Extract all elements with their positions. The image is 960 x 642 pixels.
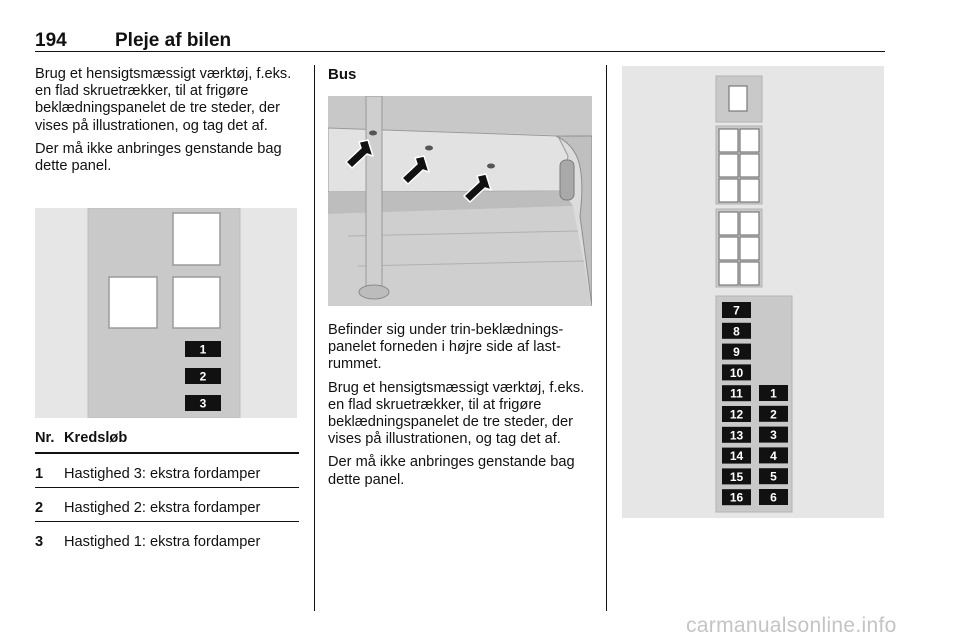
svg-text:9: 9 [733,345,740,360]
column-header-nr: Nr. [35,430,55,446]
watermark: carmanualsonline.info [686,614,897,637]
fuse-table [35,430,299,555]
cargo-area-photo [328,96,592,306]
chapter-title: Pleje af bilen [115,30,232,51]
fuse-3 [185,395,221,411]
fuse-left-16 [722,489,751,505]
svg-text:8: 8 [733,324,740,339]
table-row [35,454,299,488]
svg-text:13: 13 [729,428,744,443]
fuse-left-15 [722,468,751,484]
svg-text:12: 12 [729,407,744,422]
svg-text:1: 1 [199,342,207,357]
column2-paragraph-3: Der må ikke anbringes genstande bag dette panel. [328,454,575,488]
bus-fuse-panel-figure [622,66,884,518]
svg-text:10: 10 [729,365,744,380]
svg-text:2: 2 [770,407,777,422]
column-divider-right [606,65,607,611]
fuse-right-6 [759,489,788,505]
svg-text:2: 2 [199,369,207,384]
svg-text:7: 7 [733,303,740,318]
row-circuit: Hastighed 3: ekstra fordamper [64,466,261,482]
table-row [35,488,299,522]
fuse-right-4 [759,447,788,463]
column-header-circuit: Kredsløb [64,430,128,446]
table-header [35,430,299,454]
page-number: 194 [35,30,67,51]
column-divider-left [314,65,315,611]
fuse-left-14 [722,448,751,464]
svg-text:6: 6 [770,490,777,505]
svg-text:15: 15 [729,469,744,484]
fuse-left-7 [722,302,751,318]
row-circuit: Hastighed 1: ekstra fordamper [64,534,261,550]
table-row [35,522,299,555]
fuse-panel-diagram [35,208,297,418]
fuse-right-3 [759,427,788,443]
svg-text:14: 14 [729,449,744,464]
fuse-left-12 [722,406,751,422]
column1-paragraph-1: Brug et hensigtsmæssigt værktøj, f.eks. en flad skruetrækker, til at frigøre beklædningspanelet de tre steder, der vises på illustrationen, og tag det af. [35,66,292,134]
svg-text:16: 16 [729,490,744,505]
bus-fuse-panel-diagram [622,66,884,518]
fuse-1 [185,341,221,357]
fuse-left-9 [722,344,751,360]
fuse-panel-figure [35,208,297,418]
fuse-left-10 [722,364,751,380]
fuse-right-5 [759,468,788,484]
svg-text:4: 4 [770,448,777,463]
cargo-area-illustration [328,96,592,306]
column2-paragraph-2: Brug et hensigtsmæssigt værktøj, f.eks. en flad skruetrækker, til at frigøre beklædningspanelet de tre steder, der vises på illustrationen, og tag det af. [328,379,585,448]
column2-text [328,322,598,495]
row-number: 2 [35,500,44,516]
column2-paragraph-1: Befinder sig under trin-beklædnings-panelet forneden i højre side af last-rummet. [328,322,564,373]
fuse-left-13 [722,427,751,443]
row-number: 3 [35,534,44,550]
row-number: 1 [35,466,44,482]
fuse-right-1 [759,385,788,401]
fuse-2 [185,368,221,384]
section-heading: Bus [328,66,357,83]
svg-text:3: 3 [770,428,777,443]
svg-text:1: 1 [770,386,777,401]
column1-paragraph-2: Der må ikke anbringes genstande bag dette panel. [35,140,282,175]
column1-text [35,66,305,181]
svg-text:11: 11 [730,386,743,401]
row-circuit: Hastighed 2: ekstra fordamper [64,500,261,516]
fuse-left-11 [722,385,751,401]
svg-text:5: 5 [770,469,777,484]
fuse-right-2 [759,406,788,422]
header-rule [35,51,885,52]
svg-text:3: 3 [199,396,207,411]
fuse-left-8 [722,323,751,339]
